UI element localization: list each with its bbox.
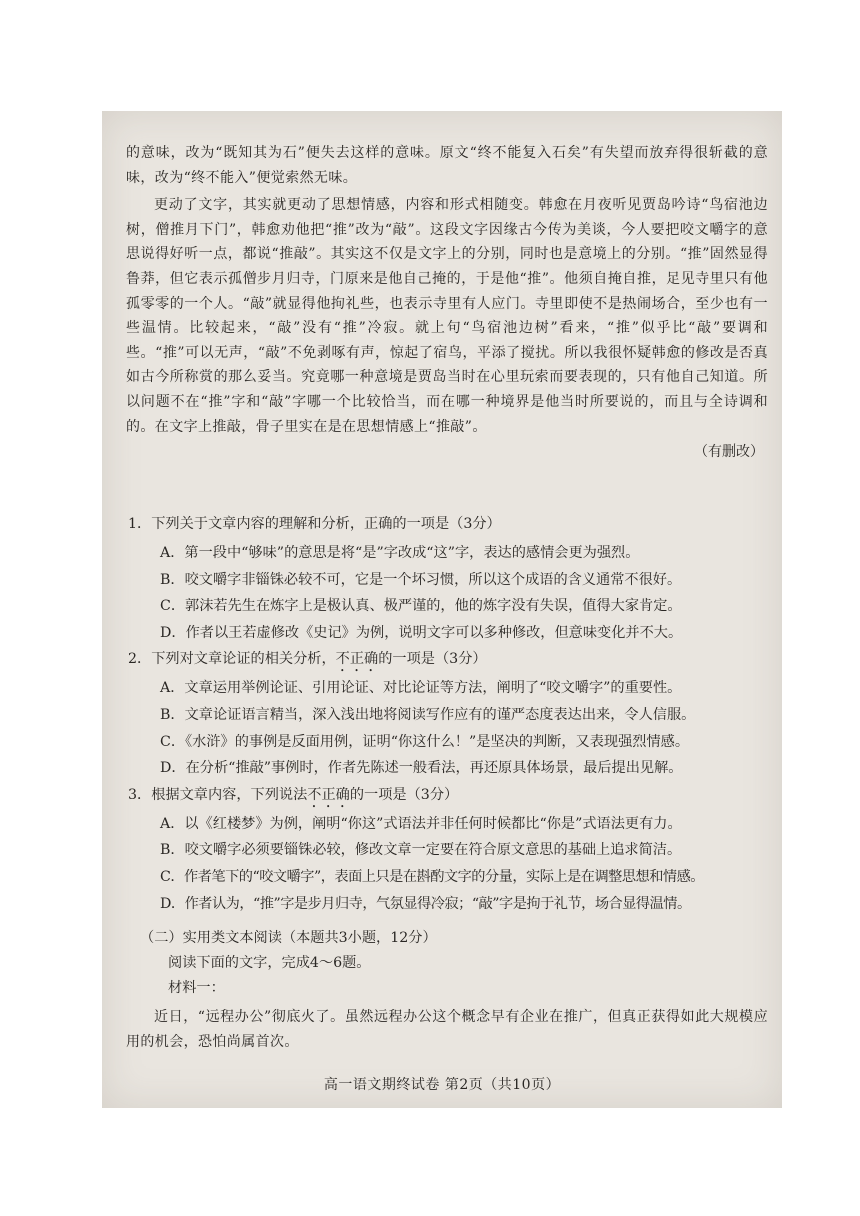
section-title: （二）实用类文本阅读（本题共3小题，12分） — [140, 930, 437, 946]
stem-text-end: 的一项是（3分） — [378, 651, 487, 668]
question-3 — [126, 782, 768, 917]
question-1 — [126, 511, 768, 646]
stem-emphasis: 不正确 — [307, 786, 350, 803]
reading-passage — [126, 141, 768, 461]
option-a: A．第一段中“够味”的意思是将“是”字改成“这”字，表达的感情会更为强烈。 — [160, 545, 640, 561]
option-a: A．以《红楼梦》为例，阐明“你这”式语法并非任何时候都比“你是”式语法更有力。 — [160, 815, 682, 832]
material-label: 材料一： — [168, 980, 225, 996]
material-paragraph: 近日，“远程办公”彻底火了。虽然远程办公这个概念早有企业在推广，但真正获得如此大规模应用的机会，恐怕尚属首次。 — [126, 1009, 768, 1050]
revision-note: （有删改） — [694, 444, 764, 461]
stem-emphasis: 不正确 — [335, 651, 379, 668]
option-b: B．文章论证语言精当，深入浅出地将阅读写作应有的谨严态度表达出来，令人信服。 — [160, 706, 696, 723]
option-b: B．咬文嚼字非锱铢必较不可，它是一个坏习惯，所以这个成语的含义通常不很好。 — [160, 571, 682, 588]
section-instruction: 阅读下面的文字，完成4～6题。 — [168, 955, 371, 971]
question-stem — [128, 782, 768, 811]
stem-text: 3．根据文章内容，下列说法 — [128, 786, 308, 803]
stem-text: 2．下列对文章论证的相关分析， — [128, 651, 336, 668]
option-a: A．文章运用举例论证、引用论证、对比论证等方法，阐明了“咬文嚼字”的重要性。 — [160, 680, 682, 697]
passage-paragraph-1: 的意味，改为“既知其为石”便失去这样的意味。原文“终不能复入石矣”有失望而放弃得很斩截的意味，改为“终不能入”便觉索然无味。 — [126, 145, 768, 186]
option-d: D．在分析“推敲”事例时，作者先陈述一般看法，再还原具体场景，最后提出见解。 — [160, 760, 683, 777]
passage-paragraph-2: 更动了文字，其实就更动了思想情感，内容和形式相随变。韩愈在月夜听见贾岛吟诗“鸟宿池边树，僧推月下门”，韩愈劝他把“推”改为“敲”。这段文字因缘古今传为美谈，今人要把咬文嚼字的意思说得好听一点，都说“推敲”。其实这不仅是文字上的分别，同时也是意境上的分别。“推”固然显得鲁莽，但它表示孤僧步月归寺，门原来是他自己掩的，于是他“推”。他须自掩自推，足见寺里只有他孤零零的一个人。“敲”就显得他拘礼些，也表示寺里有人应门。寺里即使不是热闹场合，至少也有一些温情。比较起来，“敲”没有“推”冷寂。就上句“鸟宿池边树”看来，“推”似乎比“敲”要调和些。“推”可以无声，“敲”不免剥啄有声，惊起了宿鸟，平添了搅扰。所以我很怀疑韩愈的修改是否真如古今所称赏的那么妥当。究竟哪一种意境是贾岛当时在心里玩索而要表现的，只有他自己知道。所以问题不在“推”字和“敲”字哪一个比较恰当，而在哪一种境界是他当时所要说的，而且与全诗调和的。在文字上推敲，骨子里实在是在思想情感上“推敲”。 — [126, 197, 768, 435]
practical-reading-section — [126, 924, 768, 1054]
page-footer: 高一语文期终试卷 第2页（共10页） — [323, 1077, 561, 1093]
option-c: C．郭沫若先生在炼字上是极认真、极严谨的，他的炼字没有失误，值得大家肯定。 — [160, 598, 682, 615]
option-d: D．作者以王若虚修改《史记》为例，说明文字可以多种修改，但意味变化并不大。 — [160, 624, 683, 641]
stem-text: 1．下列关于文章内容的理解和分析， — [128, 516, 365, 532]
stem-text-end: 正确的一项是（3分） — [364, 516, 501, 532]
option-d: D．作者认为，“推”字是步月归寺，气氛显得冷寂；“敲”字是拘于礼节，场合显得温情。 — [160, 895, 691, 912]
stem-text-end: 的一项是（3分） — [349, 786, 459, 803]
question-stem — [128, 646, 768, 675]
option-b: B．咬文嚼字必须要锱铢必较，修改文章一定要在符合原文意思的基础上追求简洁。 — [160, 842, 682, 859]
question-stem — [128, 511, 768, 540]
option-c: C．作者笔下的“咬文嚼字”，表面上只是在斟酌文字的分量，实际上是在调整思想和情感。 — [160, 868, 704, 885]
exam-page — [102, 111, 782, 1108]
option-c: C．《水浒》的事例是反面用例，证明“你这什么！”是坚决的判断，又表现强烈情感。 — [160, 733, 690, 750]
question-2 — [126, 646, 768, 781]
question-list — [126, 511, 768, 917]
